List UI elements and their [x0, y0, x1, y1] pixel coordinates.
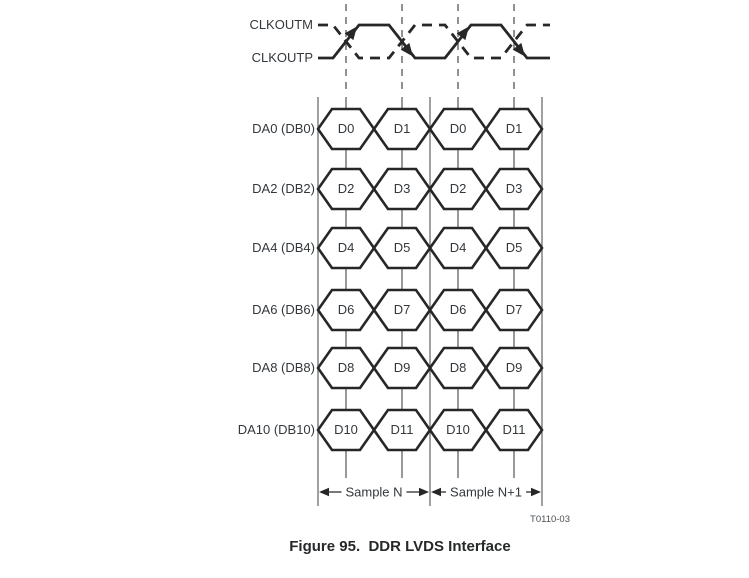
eye-data-label: D0 [337, 121, 355, 136]
eye-data-label: D9 [393, 360, 411, 375]
figure-caption: Figure 95. DDR LVDS Interface [289, 538, 511, 555]
clock-crossing-gridlines [346, 4, 514, 92]
eye-data-label: D5 [505, 240, 523, 255]
eye-data-label: D11 [390, 422, 414, 437]
eye-data-label: D7 [393, 302, 411, 317]
eye-data-label: D10 [446, 422, 470, 437]
eye-data-label: D7 [505, 302, 523, 317]
eye-data-label: D11 [502, 422, 526, 437]
eye-data-label: D6 [449, 302, 467, 317]
eye-data-label: D3 [505, 181, 523, 196]
eye-data-label: D2 [337, 181, 355, 196]
eye-data-label: D1 [393, 121, 411, 136]
eye-data-label: D5 [393, 240, 411, 255]
row-label-da2: DA2 (DB2) [252, 181, 315, 196]
figure-code: T0110-03 [530, 514, 570, 525]
row-label-da6: DA6 (DB6) [252, 302, 315, 317]
eye-data-label: D8 [337, 360, 355, 375]
sample-n-label: Sample N [341, 485, 406, 500]
row-label-da4: DA4 (DB4) [252, 240, 315, 255]
eye-data-label: D8 [449, 360, 467, 375]
eye-data-label: D4 [449, 240, 467, 255]
eye-data-label: D2 [449, 181, 467, 196]
eye-data-label: D9 [505, 360, 523, 375]
clock-label-clkoutm: CLKOUTM [249, 17, 313, 32]
eye-data-label: D10 [334, 422, 358, 437]
row-label-da0: DA0 (DB0) [252, 121, 315, 136]
sample-n1-label: Sample N+1 [446, 485, 526, 500]
eye-data-label: D6 [337, 302, 355, 317]
row-label-da10: DA10 (DB10) [237, 422, 315, 437]
row-label-da8: DA8 (DB8) [252, 360, 315, 375]
eye-data-label: D3 [393, 181, 411, 196]
eye-data-label: D1 [505, 121, 523, 136]
eye-data-label: D0 [449, 121, 467, 136]
clock-crossing-arrow-icons [345, 23, 530, 60]
eye-data-label: D4 [337, 240, 355, 255]
clock-label-clkoutp: CLKOUTP [251, 50, 313, 65]
